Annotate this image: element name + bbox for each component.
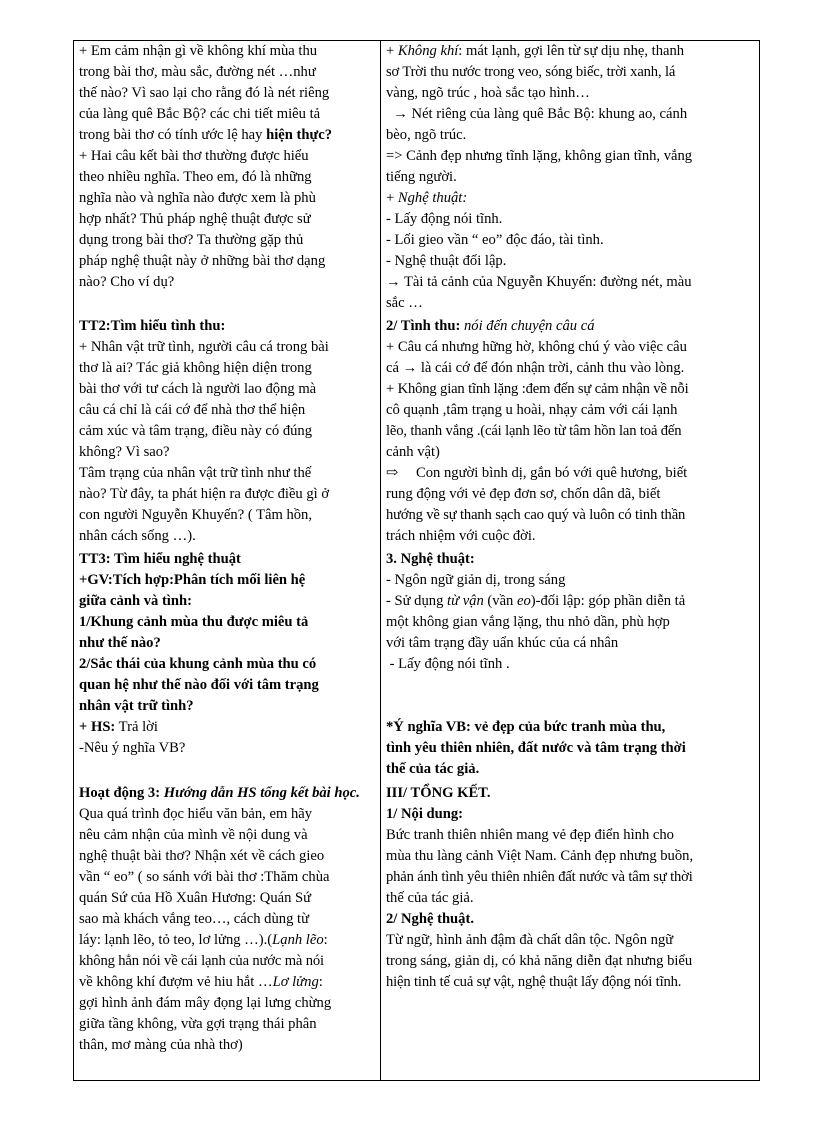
text-line: phản ánh tình yêu thiên nhiên đất nước và tâm sự thời xyxy=(386,869,693,885)
text-line: *Ý nghĩa VB: vẻ đẹp của bức tranh mùa thu, xyxy=(386,719,666,735)
text-line: thế của tác giả. xyxy=(386,761,480,777)
text-line: - Lối gieo vần “ eo” độc đáo, tài tình. xyxy=(386,232,604,248)
text-line: rung động với vẻ đẹp đơn sơ, chốn dân dã, biết xyxy=(386,486,661,502)
section-heading: TT3: Tìm hiểu nghệ thuật xyxy=(79,551,241,567)
text-line: → Nét riêng của làng quê Bắc Bộ: khung ao, cánh xyxy=(386,106,688,122)
column-divider xyxy=(380,41,381,1080)
text-line: tiếng người. xyxy=(386,169,457,185)
text-line: trong bài thơ, màu sắc, đường nét …như xyxy=(79,64,316,80)
text-line: -Nêu ý nghĩa VB? xyxy=(79,740,186,756)
text-line: vần “ eo” ( so sánh với bài thơ :Thăm chùa xyxy=(79,869,330,885)
text-line: nhân vật trữ tình? xyxy=(79,698,194,714)
text-line: Bức tranh thiên nhiên mang vẻ đẹp điển hình cho xyxy=(386,827,674,843)
right-block-art xyxy=(386,549,756,675)
arrow-icon: ⇨ xyxy=(386,465,399,481)
text-line: + Em cảm nhận gì về không khí mùa thu xyxy=(79,43,318,59)
text-line: sắc … xyxy=(386,295,423,311)
text-line: cá → là cái cớ để đón nhận trời, cảnh thu vào lòng. xyxy=(386,360,685,376)
text-line: + Hai câu kết bài thơ thường được hiểu xyxy=(79,148,309,164)
text-line: một không gian vắng lặng, thu nhỏ dần, phù hợp xyxy=(386,614,670,630)
text-line: lẽo, thanh vắng .(cái lạnh lẽo từ tâm hồn lan toả đến xyxy=(386,423,682,439)
text-line: dụng trong bài thơ? Ta thường gặp thủ xyxy=(79,232,304,248)
text-line: +GV:Tích hợp:Phân tích mối liên hệ xyxy=(79,572,306,588)
text-line: - Nghệ thuật đối lập. xyxy=(386,253,507,269)
text-line: - Lấy động nói tĩnh . xyxy=(386,656,510,672)
text-line: gợi hình ảnh đám mây đọng lại lưng chừng xyxy=(79,995,332,1011)
text-line: vàng, ngõ trúc , hoà sắc tạo hình… xyxy=(386,85,590,101)
text-line: không? Vì sao? xyxy=(79,444,170,460)
text-line: nghĩa nào và nghĩa nào được xem là phù xyxy=(79,190,316,206)
text-line: Tâm trạng của nhân vật trữ tình như thế xyxy=(79,465,312,481)
text-line: mùa thu làng cảnh Việt Nam. Cảnh đẹp nhưng buồn, xyxy=(386,848,694,864)
text-line: nêu cảm nhận của mình về nội dung và xyxy=(79,827,308,843)
text-line: + HS: Trả lời xyxy=(79,719,158,735)
left-block-tt3 xyxy=(79,549,377,759)
text-line: với tâm trạng đầy uẩn khúc của cá nhân xyxy=(386,635,619,651)
text-line: không hẳn nói về cái lạnh của nước mà nói xyxy=(79,953,324,969)
text-line: => Cảnh đẹp nhưng tĩnh lặng, không gian tĩnh, vắng xyxy=(386,148,693,164)
text-line: thân, mơ màng của nhà thơ) xyxy=(79,1037,243,1053)
text-line: sao mà khách vắng teo…, cách dùng từ xyxy=(79,911,309,927)
text-line: trách nhiệm với cuộc đời. xyxy=(386,528,536,544)
text-line: + Không khí: mát lạnh, gợi lên từ sự dịu nhẹ, thanh xyxy=(386,43,685,59)
text-line: sơ Trời thu nước trong veo, sóng biếc, trời xanh, lá xyxy=(386,64,676,80)
section-heading: III/ TỔNG KẾT. xyxy=(386,785,491,801)
text-line: thế của tác giả. xyxy=(386,890,474,906)
text-line: - Lấy động nói tĩnh. xyxy=(386,211,503,227)
text-line: nào? Cho ví dụ? xyxy=(79,274,175,290)
section-heading: 1/ Nội dung: xyxy=(386,806,464,822)
text-line: + Không gian tĩnh lặng :đem đến sự cảm nhận về nỗi xyxy=(386,381,689,397)
text-line: giữa tầng không, vừa gợi trạng thái phân xyxy=(79,1016,317,1032)
text-line: → Tài tả cảnh của Nguyễn Khuyến: đường nét, màu xyxy=(386,274,692,290)
text-line: của làng quê Bắc Bộ? các chi tiết miêu tả xyxy=(79,106,321,122)
left-block-tt2 xyxy=(79,316,377,547)
text-line: nghệ thuật bài thơ? Nhận xét về cách gieo xyxy=(79,848,325,864)
text-line: nhân cách sống …). xyxy=(79,528,196,544)
text-line: ⇨Con người bình dị, gắn bó với quê hương, biết xyxy=(386,463,756,484)
left-block-questions xyxy=(79,41,377,293)
text-line: thế nào? Vì sao lại cho rằng đó là nét riêng xyxy=(79,85,330,101)
text-line: cô quạnh ,tâm trạng u hoài, nhạy cảm với cái lạnh xyxy=(386,402,678,418)
text-line: giữa cảnh và tình: xyxy=(79,593,192,609)
text-line: cảm xúc và tâm trạng, điều này có đúng xyxy=(79,423,313,439)
text-line: láy: lạnh lẽo, tỏ teo, lơ lửng …).(Lạnh lẽo: xyxy=(79,932,328,948)
right-block-meaning xyxy=(386,717,756,780)
text-line: trong bài thơ có tính ước lệ hay hiện thực? xyxy=(79,127,333,143)
left-block-activity3 xyxy=(79,783,377,1056)
section-heading: TT2:Tìm hiểu tình thu: xyxy=(79,318,226,334)
text-line: hợp nhất? Thủ pháp nghệ thuật được sử xyxy=(79,211,311,227)
text-line: thơ là ai? Tác giả không hiện diện trong xyxy=(79,360,312,376)
text-line: - Ngôn ngữ giản dị, trong sáng xyxy=(386,572,566,588)
text-line: theo nhiều nghĩa. Theo em, đó là những xyxy=(79,169,312,185)
section-heading: 3. Nghệ thuật: xyxy=(386,551,475,567)
text-line: + Nhân vật trữ tình, người câu cá trong bài xyxy=(79,339,329,355)
section-heading: 2/ Nghệ thuật. xyxy=(386,911,474,927)
text-line: nào? Từ đây, ta phát hiện ra được điều gì ở xyxy=(79,486,330,502)
text-line: 1/Khung cảnh mùa thu được miêu tả xyxy=(79,614,309,630)
text-line: tình yêu thiên nhiên, đất nước và tâm trạng thời xyxy=(386,740,686,756)
text-line: Từ ngữ, hình ảnh đậm đà chất dân tộc. Ngôn ngữ xyxy=(386,932,674,948)
text-line: Qua quá trình đọc hiểu văn bản, em hãy xyxy=(79,806,313,822)
text-line: về không khí đượm vẻ hiu hắt …Lơ lửng: xyxy=(79,974,323,990)
text-line: như thế nào? xyxy=(79,635,161,651)
text-line: bài thơ với tư cách là người lao động mà xyxy=(79,381,317,397)
lesson-table xyxy=(73,40,760,1081)
text-line: cảnh vật) xyxy=(386,444,440,460)
text-line: câu cá chỉ là cái cớ để nhà thơ thể hiện xyxy=(79,402,306,418)
text-line: hiện tinh tế cuả sự vật, nghệ thuật lấy động nói tĩnh. xyxy=(386,974,682,990)
text-line: pháp nghệ thuật này ở những bài thơ dạng xyxy=(79,253,326,269)
text-line: - Sử dụng từ vận (vần eo)-đối lập: góp phần diễn tả xyxy=(386,593,686,609)
right-block-landscape xyxy=(386,41,756,314)
text-line: con người Nguyễn Khuyến? ( Tâm hồn, xyxy=(79,507,313,523)
right-block-mood xyxy=(386,316,756,547)
right-block-summary xyxy=(386,783,756,993)
text-line: hướng về sự thanh sạch cao quý và luôn có tinh thần xyxy=(386,507,686,523)
text-line: bèo, ngõ trúc. xyxy=(386,127,467,143)
text-line: + Nghệ thuật: xyxy=(386,190,468,206)
section-heading: 2/ Tình thu: nói đến chuyện câu cá xyxy=(386,318,595,334)
text-line: 2/Sắc thái của khung cảnh mùa thu có xyxy=(79,656,317,672)
text-line: quán Sứ của Hồ Xuân Hương: Quán Sứ xyxy=(79,890,312,906)
text-line: + Câu cá nhưng hững hờ, không chú ý vào việc câu xyxy=(386,339,687,355)
text-line: quan hệ như thế nào đối với tâm trạng xyxy=(79,677,319,693)
text-line: trong sáng, giản dị, có khả năng diễn đạt nhưng biểu xyxy=(386,953,693,969)
section-heading: Hoạt động 3: Hướng dẫn HS tổng kết bài học. xyxy=(79,785,360,801)
